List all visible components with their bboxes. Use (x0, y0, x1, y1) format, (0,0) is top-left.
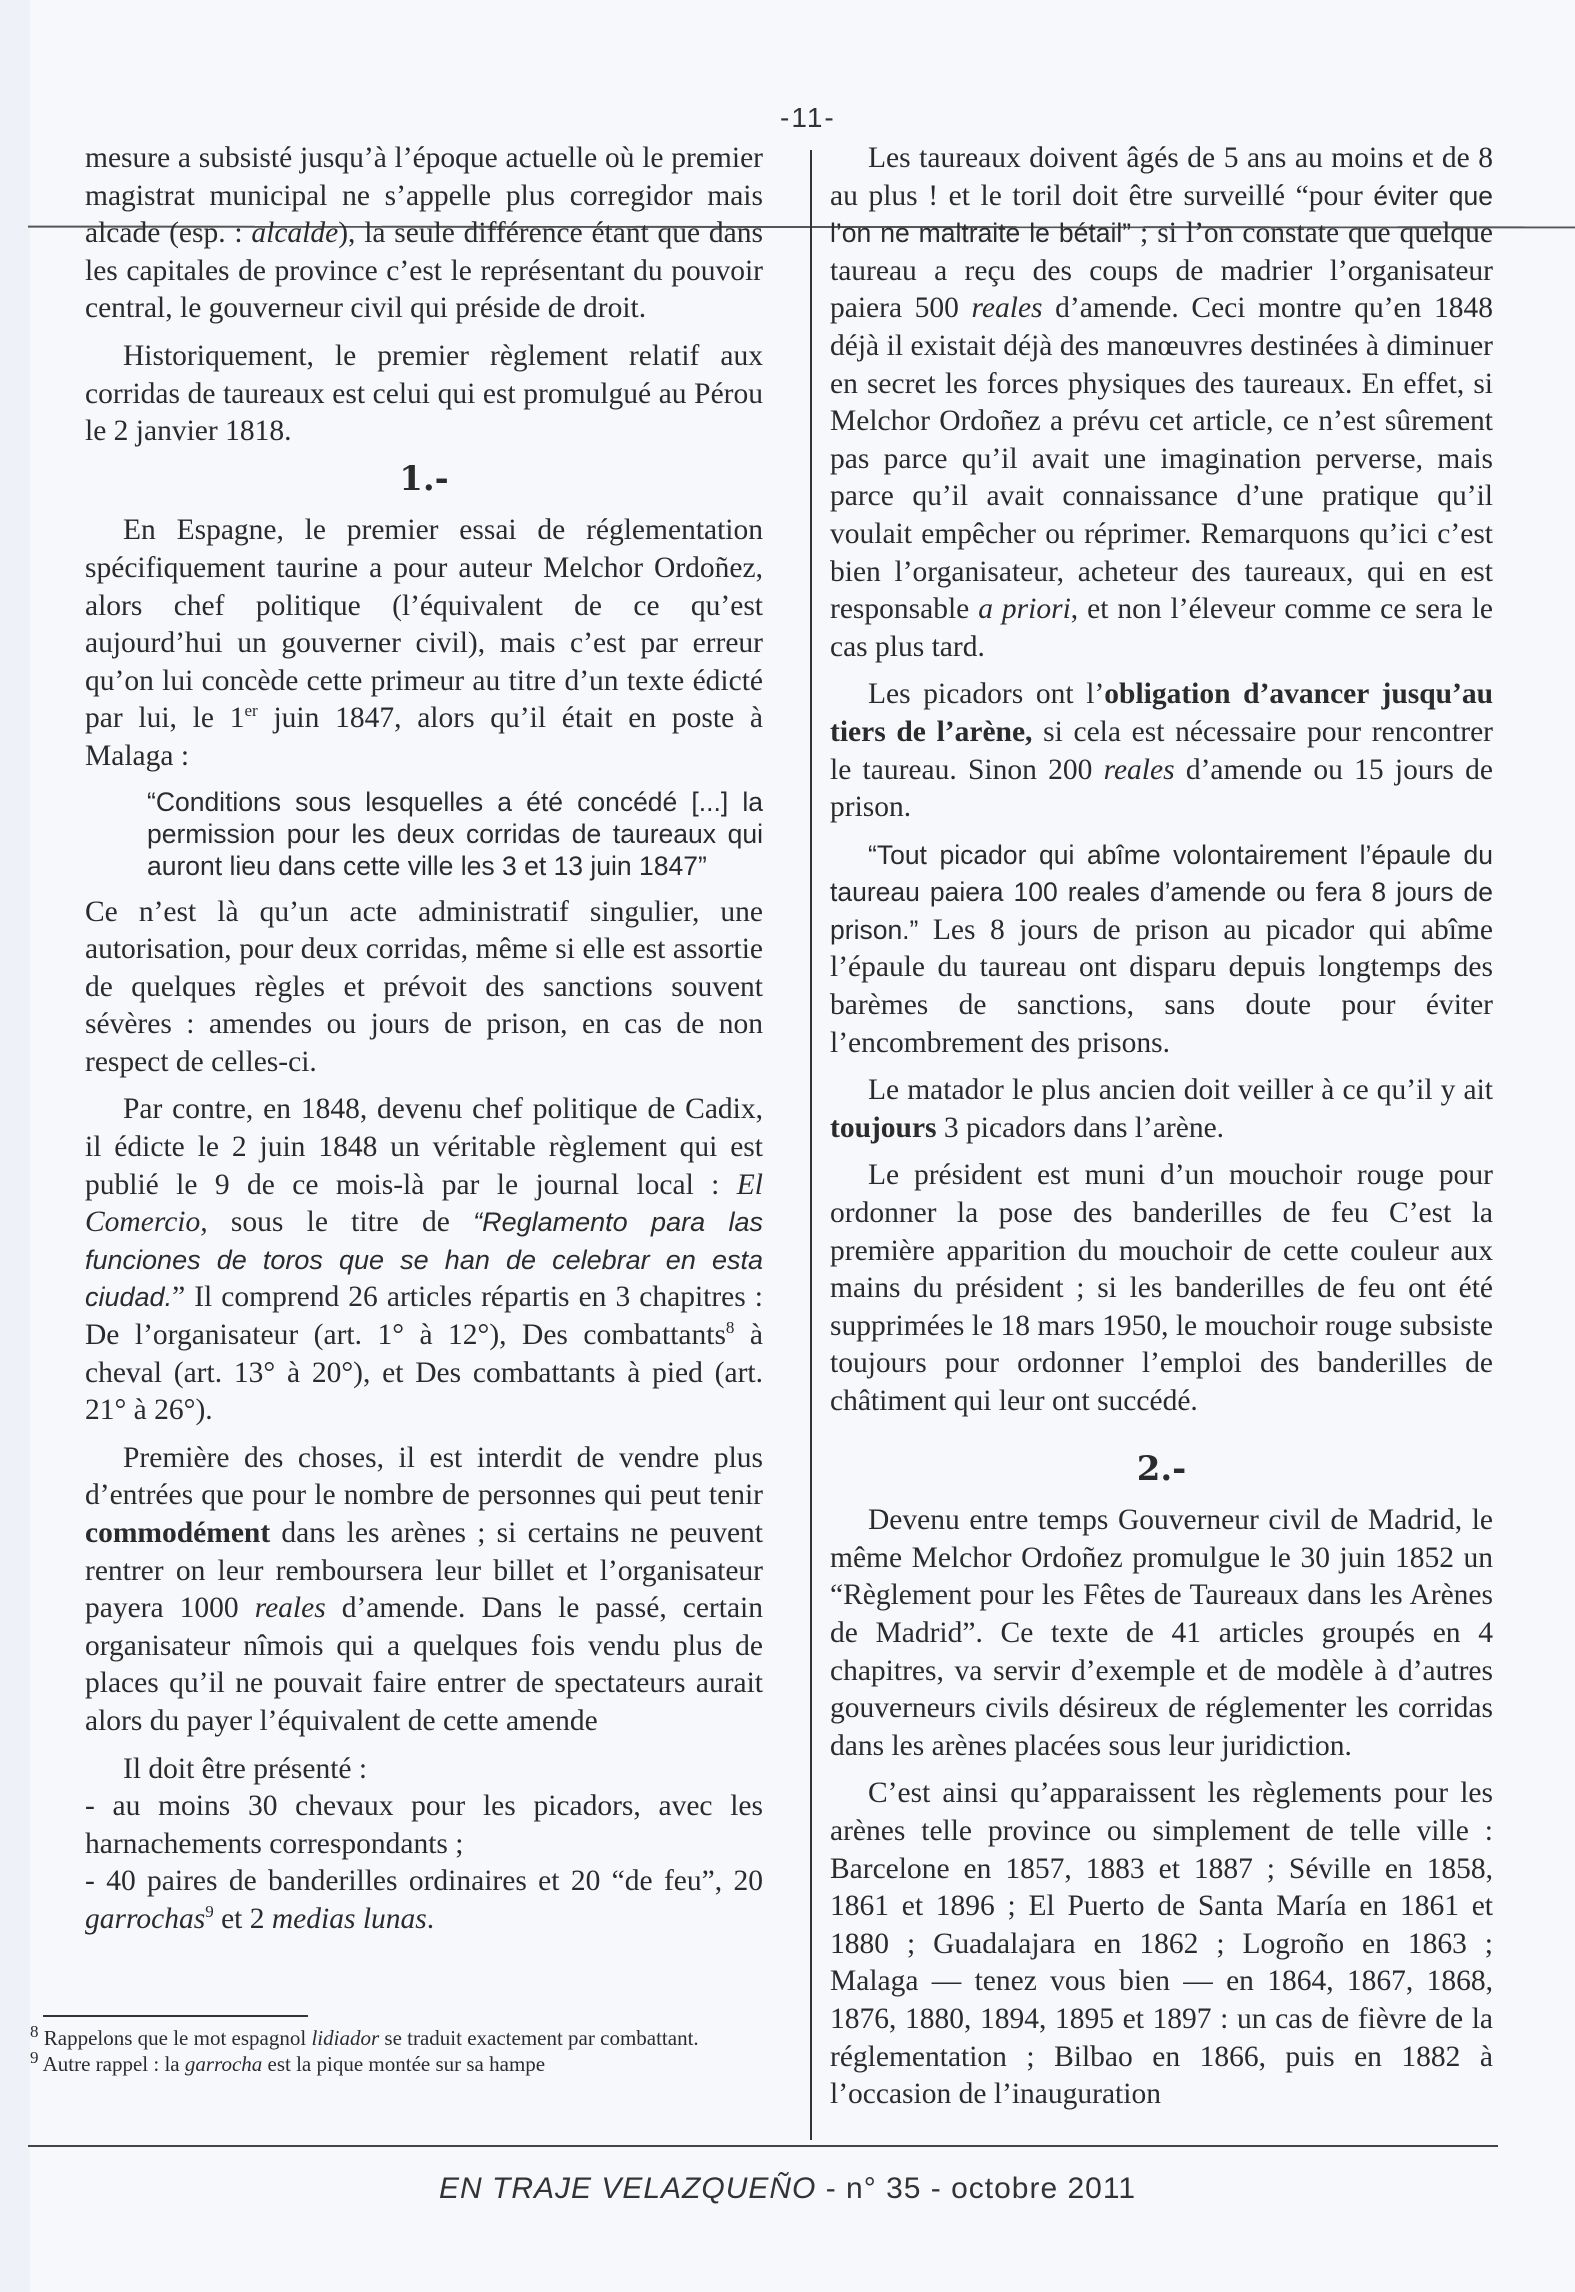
paragraph: Ce n’est là qu’un acte administratif singulier, une autorisation, pour deux corridas, même si elle est assortie de quelques règles et prévoit des sanctions souvent sévères : amendes ou jours de prison, en cas de non respect de celles-ci. (85, 895, 763, 1078)
section-heading-1: 1.- (399, 458, 449, 499)
footnote-8: $^8$ Rappelons que le mot espagnol lidiador se traduit exactement par combattant. (30, 2022, 699, 2050)
paragraph: Devenu entre temps Gouverneur civil de Madrid, le même Melchor Ordoñez promulgue le 30 juin 1852 un “Règlement pour les Fêtes de Taureaux dans les Arènes de Madrid”. Ce texte de 41 articles groupés en 4 chapitres, va servir d’exemple et de modèle à d’autres gouverneurs civils désireux de réglementer les corridas dans les arènes placées sous leur juridiction. (830, 1504, 1493, 1762)
block-quote: “Conditions sous lesquelles a été concédé [...] la permission pour les deux corridas de taureaux qui auront lieu dans cette ville les 3 et 13 juin 1847” (147, 786, 763, 881)
scan-page-edge (0, 0, 30, 2292)
paragraph: mesure a subsisté jusqu’à l’époque actuelle où le premier magistrat municipal ne s’appelle plus corregidor mais alcade (esp. : alcalde), la seule différence étant que dans les capitales de province c’est le représentant du pouvoir central, le gouverneur civil qui préside de droit. (85, 142, 763, 325)
left-column (85, 140, 763, 1949)
footnote-9: $^9$ Autre rappel : la garrocha est la pique montée sur sa hampe (30, 2048, 546, 2076)
issue-info: - n° 35 - octobre 2011 (816, 2172, 1137, 2205)
paragraph: C’est ainsi qu’apparaissent les règlements pour les arènes telle province ou simplement de telle ville : Barcelone en 1857, 1883 et 1887 ; Séville en 1858, 1861 et 1896 ; El Puerto de Santa María en 1861 et 1880 ; Guadalajara en 1862 ; Logroño en 1863 ; Malaga — tenez vous bien — en 1864, 1867, 1868, 1876, 1880, 1894, 1895 et 1897 : un cas de fièvre de la réglementation ; Bilbao en 1866, puis en 1882 à l’occasion de l’inauguration (830, 1777, 1493, 2111)
page-footer (0, 2172, 1575, 2206)
paragraph: Première des choses, il est interdit de vendre plus d’entrées que pour le nombre de personnes qui peut tenir commodément dans les arènes ; si certains ne peuvent rentrer on leur remboursera leur billet et l’organisateur payera 1000 reales d’amende. Dans le passé, certain organisateur nîmois qui a quelques fois vendu plus de places qu’il ne pouvait faire entrer de spectateurs aurait alors du payer l’équivalent de cette amende (85, 1441, 763, 1737)
paragraph: Les taureaux doivent âgés de 5 ans au moins et de 8 au plus ! et le toril doit être surveillé “pour éviter que l’on ne maltraite le bétail” ; si l’on constate que quelque taureau a reçu des coups de madrier l’organisateur paiera 500 reales d’amende. Ceci montre qu’en 1848 déjà il existait déjà des manœuvres destinées à diminuer en secret les forces physiques des taureaux. En effet, si Melchor Ordoñez a prévu cet article, ce n’est sûrement pas parce qu’il avait une imagination perverse, mais parce qu’il avait connaissance d’une pratique qu’il voulait empêcher ou réprimer. Remarquons qu’ici c’est bien l’organisateur, acheteur des taureaux, qui en est responsable a priori, et non l’éleveur comme ce sera le cas plus tard. (830, 142, 1493, 663)
list-item: - 40 paires de banderilles ordinaires et 20 “de feu”, 20 garrochas$^9$ et 2 medias lunas. (85, 1865, 763, 1935)
paragraph: Par contre, en 1848, devenu chef politique de Cadix, il édicte le 2 juin 1848 un véritable règlement qui est publié le 9 de ce mois-là par le journal local : El Comercio, sous le titre de “Reglamento para las funciones de toros que se han de celebrar en esta ciudad.” Il comprend 26 articles répartis en 3 chapitres : De l’organisateur (art. 1° à 12°), Des combattants$^8$ à cheval (art. 13° à 20°), et Des combattants à pied (art. 21° à 26°). (85, 1093, 763, 1427)
publication-title: EN TRAJE VELAZQUEÑO (438, 2172, 817, 2205)
page-number: -11- (780, 102, 836, 133)
paragraph: En Espagne, le premier essai de réglementation spécifiquement taurine a pour auteur Melchor Ordoñez, alors chef politique (l’équivalent de ce qu’est aujourd’hui un gouverner civil), mais c’est par erreur qu’on lui concède cette primeur au titre d’un texte édicté par lui, le 1er juin 1847, alors qu’il était en poste à Malaga : (85, 514, 764, 772)
right-column (830, 140, 1493, 2124)
paragraph: “Tout picador qui abîme volontairement l’épaule du taureau paiera 100 reales d’amende ou fera 8 jours de prison.” Les 8 jours de prison au picador qui abîme l’épaule du taureau ont disparu depuis longtemps des barèmes de sanctions, sans doute pour éviter l’encombrement des prisons. (830, 839, 1493, 1059)
list-item: - au moins 30 chevaux pour les picadors, avec les harnachements correspondants ; (85, 1790, 763, 1860)
footnote-rule (43, 2015, 308, 2017)
paragraph: Le président est muni d’un mouchoir rouge pour ordonner la pose des banderilles de feu C’est la première apparition du mouchoir de cette couleur aux mains du président ; si les banderilles de feu ont été supprimées le 18 mars 1950, le mouchoir rouge subsiste toujours pour ordonner l’emploi des banderilles de châtiment qui leur ont succédé. (830, 1159, 1493, 1417)
paragraph: Historiquement, le premier règlement relatif aux corridas de taureaux est celui qui est promulgué au Pérou le 2 janvier 1818. (85, 339, 763, 448)
paragraph: Les picadors ont l’obligation d’avancer jusqu’au tiers de l’arène, si cela est nécessaire pour rencontrer le taureau. Sinon 200 reales d’amende ou 15 jours de prison. (830, 678, 1493, 824)
paragraph: Le matador le plus ancien doit veiller à ce qu’il y ait toujours 3 picadors dans l’arène. (830, 1074, 1493, 1144)
bottom-rule-divider (28, 2145, 1498, 2147)
column-divider (810, 150, 812, 2140)
footnotes (30, 2022, 750, 2077)
paragraph: Il doit être présenté : (123, 1752, 368, 1785)
section-heading-2: 2.- (1136, 1448, 1187, 1489)
